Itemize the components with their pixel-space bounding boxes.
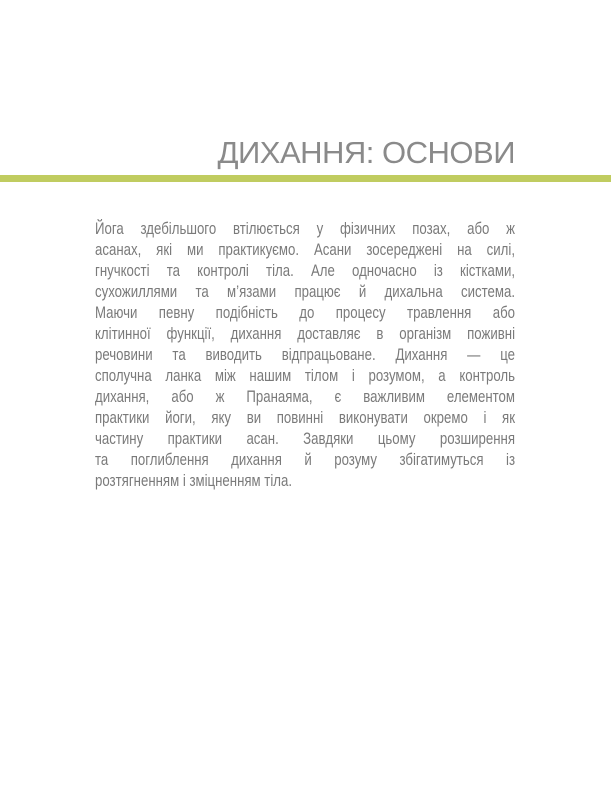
body-text-line: Йога здебільшого втілюється у фізичних позах, або ж [95,219,516,238]
body-text-line: сполучна ланка між нашим тілом і розумом, а контроль [95,366,516,385]
section-divider-rule [0,175,611,182]
body-text-line: частину практики асан. Завдяки цьому розширення [95,429,516,448]
body-text-line: дихання, або ж Пранаяма, є важливим елементом [95,387,516,406]
body-text-line: речовини та виводить відпрацьоване. Дихання — це [95,345,516,364]
body-paragraph [95,218,515,491]
body-text-line: асанах, які ми практикуємо. Асани зосереджені на силі, [95,240,516,259]
body-text-line: практики йоги, яку ви повинні виконувати окремо і як [95,408,516,427]
chapter-title: ДИХАННЯ: ОСНОВИ [217,135,515,170]
body-text-line: клітинної функції, дихання доставляє в організм поживні [95,324,516,343]
body-text-line: гнучкості та контролі тіла. Але одночасно із кістками, [95,261,516,280]
body-text-line: сухожиллями та м’язами працює й дихальна система. [95,282,516,301]
body-text-line: Маючи певну подібність до процесу травлення або [95,303,516,322]
body-text-line: розтягненням і зміцненням тіла. [95,471,293,490]
body-text-line: та поглиблення дихання й розуму збігатимуться із [95,450,516,469]
